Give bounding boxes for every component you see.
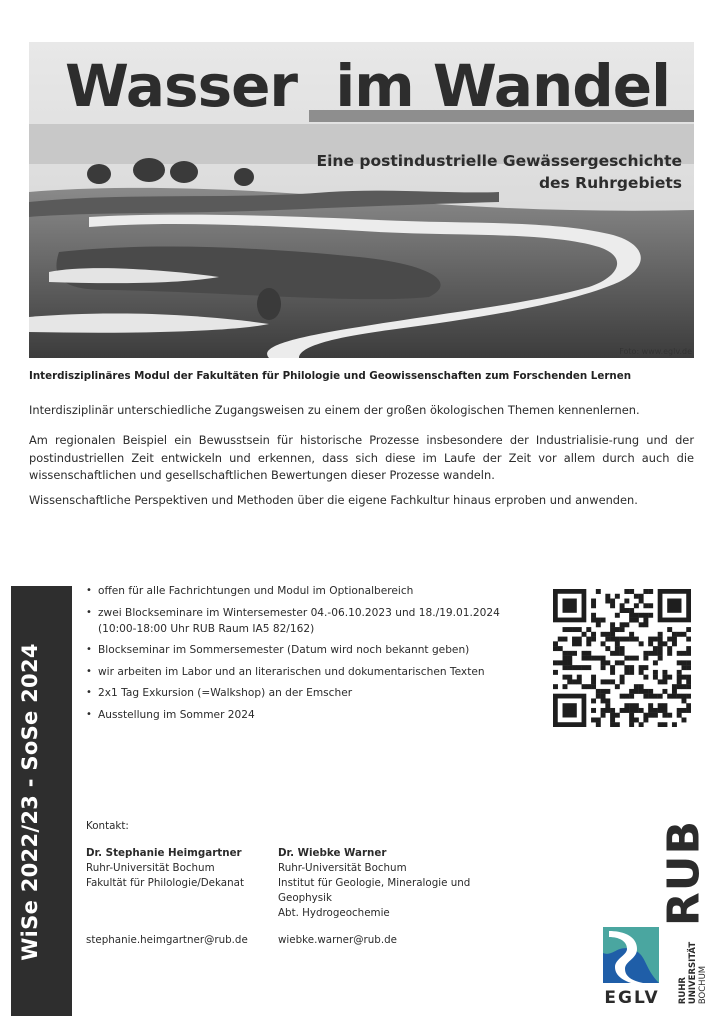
contact-2-name: Dr. Wiebke Warner	[278, 847, 387, 859]
module-title: Interdisziplinäres Modul der Fakultäten für Philologie und Geowissenschaften zum Forschenden Lernen	[29, 370, 632, 382]
paragraph-1: Interdisziplinär unterschiedliche Zugangsweisen zu einem der großen ökologischen Themen kennenlernen.	[29, 403, 640, 417]
bullet-icon: •	[86, 687, 92, 699]
semester-label: WiSe 2022/23 - SoSe 2024	[18, 643, 42, 961]
rub-sub-line-1: RUHR	[678, 977, 688, 1005]
list-item	[86, 685, 526, 701]
list-item	[86, 664, 526, 680]
contact-1-email[interactable]: stephanie.heimgartner@rub.de	[86, 934, 248, 946]
contact-2-department: Abt. Hydrogeochemie	[278, 907, 390, 919]
hero-photo	[29, 42, 694, 358]
bullet-text: 2x1 Tag Exkursion (=Walkshop) an der Emscher	[98, 687, 353, 700]
rub-subtitle	[678, 942, 708, 1004]
contact-2-university: Ruhr-Universität Bochum	[278, 862, 407, 874]
qr-code[interactable]	[553, 589, 691, 727]
bullet-text: offen für alle Fachrichtungen und Modul im Optionalbereich	[98, 585, 414, 597]
bullet-icon: •	[86, 708, 92, 720]
bullet-text: Ausstellung im Sommer 2024	[98, 708, 255, 721]
list-item	[86, 605, 526, 637]
rub-wordmark: RUB	[658, 819, 710, 927]
contact-person-1	[86, 846, 244, 891]
contact-1-name: Dr. Stephanie Heimgartner	[86, 847, 242, 859]
paragraph-2: Am regionalen Beispiel ein Bewusstsein für historische Prozesse insbesondere der Industrialisie-rung und der postindustriellen Zeit entwickeln und erkennen, dass sich diese im Laufe der Zeit vor allem durch auch die wissenschaftlichen und gesellschaftlichen Bewertungen dieser Prozesse wandeln.	[29, 433, 694, 482]
list-item	[86, 642, 526, 658]
rub-sub-line-3: BOCHUM	[698, 965, 708, 1005]
list-item	[86, 583, 526, 599]
contact-1-university: Ruhr-Universität Bochum	[86, 862, 215, 874]
bullet-text: zwei Blockseminare im Wintersemester 04.-06.10.2023 und 18./19.01.2024 (10:00-18:00 Uhr RUB Raum IA5 82/162)	[98, 606, 500, 635]
contact-2-institute: Institut für Geologie, Mineralogie und	[278, 877, 471, 889]
contact-1-department: Fakultät für Philologie/Dekanat	[86, 877, 244, 889]
rub-sub-line-2: UNIVERSITÄT	[688, 941, 698, 1005]
info-bullet-list	[86, 583, 526, 729]
bullet-icon: •	[86, 665, 92, 677]
page-title: Wasser im Wandel	[65, 52, 670, 120]
page-subtitle	[317, 150, 682, 194]
contact-person-2	[278, 846, 470, 921]
bullet-icon: •	[86, 606, 92, 618]
bullet-icon: •	[86, 585, 92, 596]
subtitle-line-2: des Ruhrgebiets	[538, 174, 682, 192]
contact-2-email[interactable]: wiebke.warner@rub.de	[278, 934, 397, 946]
list-item	[86, 707, 526, 723]
bullet-icon: •	[86, 644, 92, 656]
eglv-wordmark: EGLV	[604, 988, 660, 1008]
eglv-logo-icon	[603, 927, 659, 983]
subtitle-line-1: Eine postindustrielle Gewässergeschichte	[316, 152, 682, 170]
photo-credit: Foto: www.eglv.de	[619, 347, 692, 356]
bullet-text: Blockseminar im Sommersemester (Datum wird noch bekannt geben)	[98, 644, 470, 657]
contact-label: Kontakt:	[86, 820, 129, 832]
paragraph-3: Wissenschaftliche Perspektiven und Methoden über die eigene Fachkultur hinaus erproben und anwenden.	[29, 493, 638, 507]
contact-2-institute-cont: Geophysik	[278, 892, 332, 904]
bullet-text: wir arbeiten im Labor und an literarischen und dokumentarischen Texten	[98, 665, 485, 678]
